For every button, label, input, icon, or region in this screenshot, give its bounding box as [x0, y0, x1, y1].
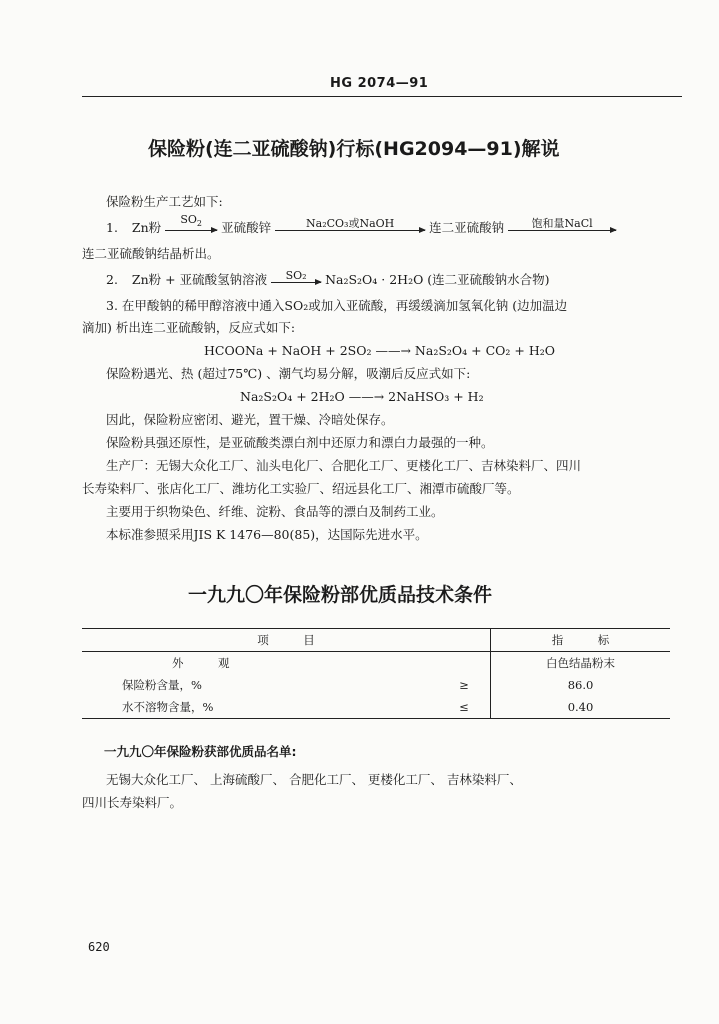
process-3-line1: 3. 在甲酸钠的稀甲醇溶液中通入SO₂或加入亚硫酸，再缓缓滴加氢氧化钠 (边加温边 [106, 298, 568, 313]
header-code: HG 2074—91 [330, 76, 429, 91]
process-1-arrow-so2 [165, 214, 217, 236]
spec-operator: ≤ [438, 696, 491, 719]
process-3-line2: 滴加) 析出连二亚硫酸钠，反应式如下: [82, 320, 296, 335]
spec-operator [438, 652, 491, 675]
spec-value: 86.0 [567, 678, 594, 692]
decomposition-equation: Na₂S₂O₄ + 2H₂O ——→ 2NaHSO₃ + H₂ [240, 389, 484, 404]
spec-table [82, 628, 670, 719]
process-1-arrow-base-label: Na₂CO₃或NaOH [306, 217, 395, 231]
process-1-arrow-nacl-label: 饱和量NaCl [531, 217, 593, 231]
table-row [82, 652, 670, 675]
process-2-arrow [271, 270, 321, 288]
decomposition-text: 保险粉遇光、热 (超过75℃) 、潮气均易分解，吸潮后反应式如下: [106, 366, 471, 381]
spec-header-value: 指 标 [551, 633, 610, 647]
paragraph-producers-1: 生产厂：无锡大众化工厂、汕头电化厂、合肥化工厂、更楼化工厂、吉林染料厂、四川 [106, 458, 582, 473]
process-1 [106, 214, 616, 236]
paragraph-producers-2: 长寿染料厂、张店化工厂、潍坊化工实验厂、绍远县化工厂、湘潭市硫酸厂等。 [82, 481, 520, 496]
paragraph-standard: 本标准参照采用JIS K 1476—80(85)，达国际先进水平。 [106, 527, 428, 542]
spec-value: 白色结晶粉末 [546, 656, 615, 670]
paragraph-reducing: 保险粉具强还原性，是亚硫酸类漂白剂中还原力和漂白力最强的一种。 [106, 435, 494, 450]
winners-line-1: 无锡大众化工厂、 上海硫酸厂、 合肥化工厂、 更楼化工厂、 吉林染料厂、 [106, 772, 522, 787]
process-1-continuation: 连二亚硫酸钠结晶析出。 [82, 246, 220, 261]
process-1-mid2: 连二亚硫酸钠 [429, 220, 505, 236]
process-1-arrow-nacl [508, 218, 616, 236]
spec-operator: ≥ [438, 674, 491, 696]
spec-item: 水不溶物含量，% [122, 700, 214, 714]
page-number: 620 [88, 940, 110, 954]
process-2-arrow-label: SO₂ [285, 269, 307, 282]
process-2-text: Zn粉 + 亚硫酸氢钠溶液 [131, 272, 268, 287]
process-2-result: Na₂S₂O₄ · 2H₂O (连二亚硫酸钠水合物) [325, 272, 550, 287]
spec-item: 外 观 [172, 656, 230, 670]
table-row [82, 674, 670, 696]
section-title: 一九九〇年保险粉部优质品技术条件 [188, 584, 493, 606]
table-row [82, 696, 670, 719]
spec-table-header [82, 629, 670, 652]
spec-value: 0.40 [567, 700, 594, 714]
process-1-arrow-base [275, 218, 425, 236]
process-1-arrow-so2-sub: 2 [196, 219, 202, 229]
winners-title: 一九九〇年保险粉获部优质品名单: [104, 744, 297, 759]
page-title: 保险粉(连二亚硫酸钠)行标(HG2094—91)解说 [148, 138, 560, 160]
paragraph-usage: 主要用于织物染色、纤维、淀粉、食品等的漂白及制药工业。 [106, 504, 444, 519]
process-2-number: 2. [106, 272, 118, 287]
process-2 [106, 270, 550, 288]
intro-text: 保险粉生产工艺如下: [106, 194, 223, 209]
paragraph-storage: 因此，保险粉应密闭、避光，置干燥、冷暗处保存。 [106, 412, 394, 427]
process-3-equation: HCOONa + NaOH + 2SO₂ ——→ Na₂S₂O₄ + CO₂ + H₂O [204, 343, 555, 358]
process-1-mid1: 亚硫酸锌 [221, 220, 272, 236]
winners-line-2: 四川长寿染料厂。 [82, 795, 183, 810]
spec-header-item: 项 目 [82, 629, 491, 652]
header-rule [82, 96, 682, 97]
process-1-arrow-so2-label: SO [180, 213, 197, 226]
spec-item: 保险粉含量，% [122, 678, 202, 692]
process-1-start: Zn粉 [131, 220, 162, 236]
process-1-number: 1. [106, 220, 118, 236]
